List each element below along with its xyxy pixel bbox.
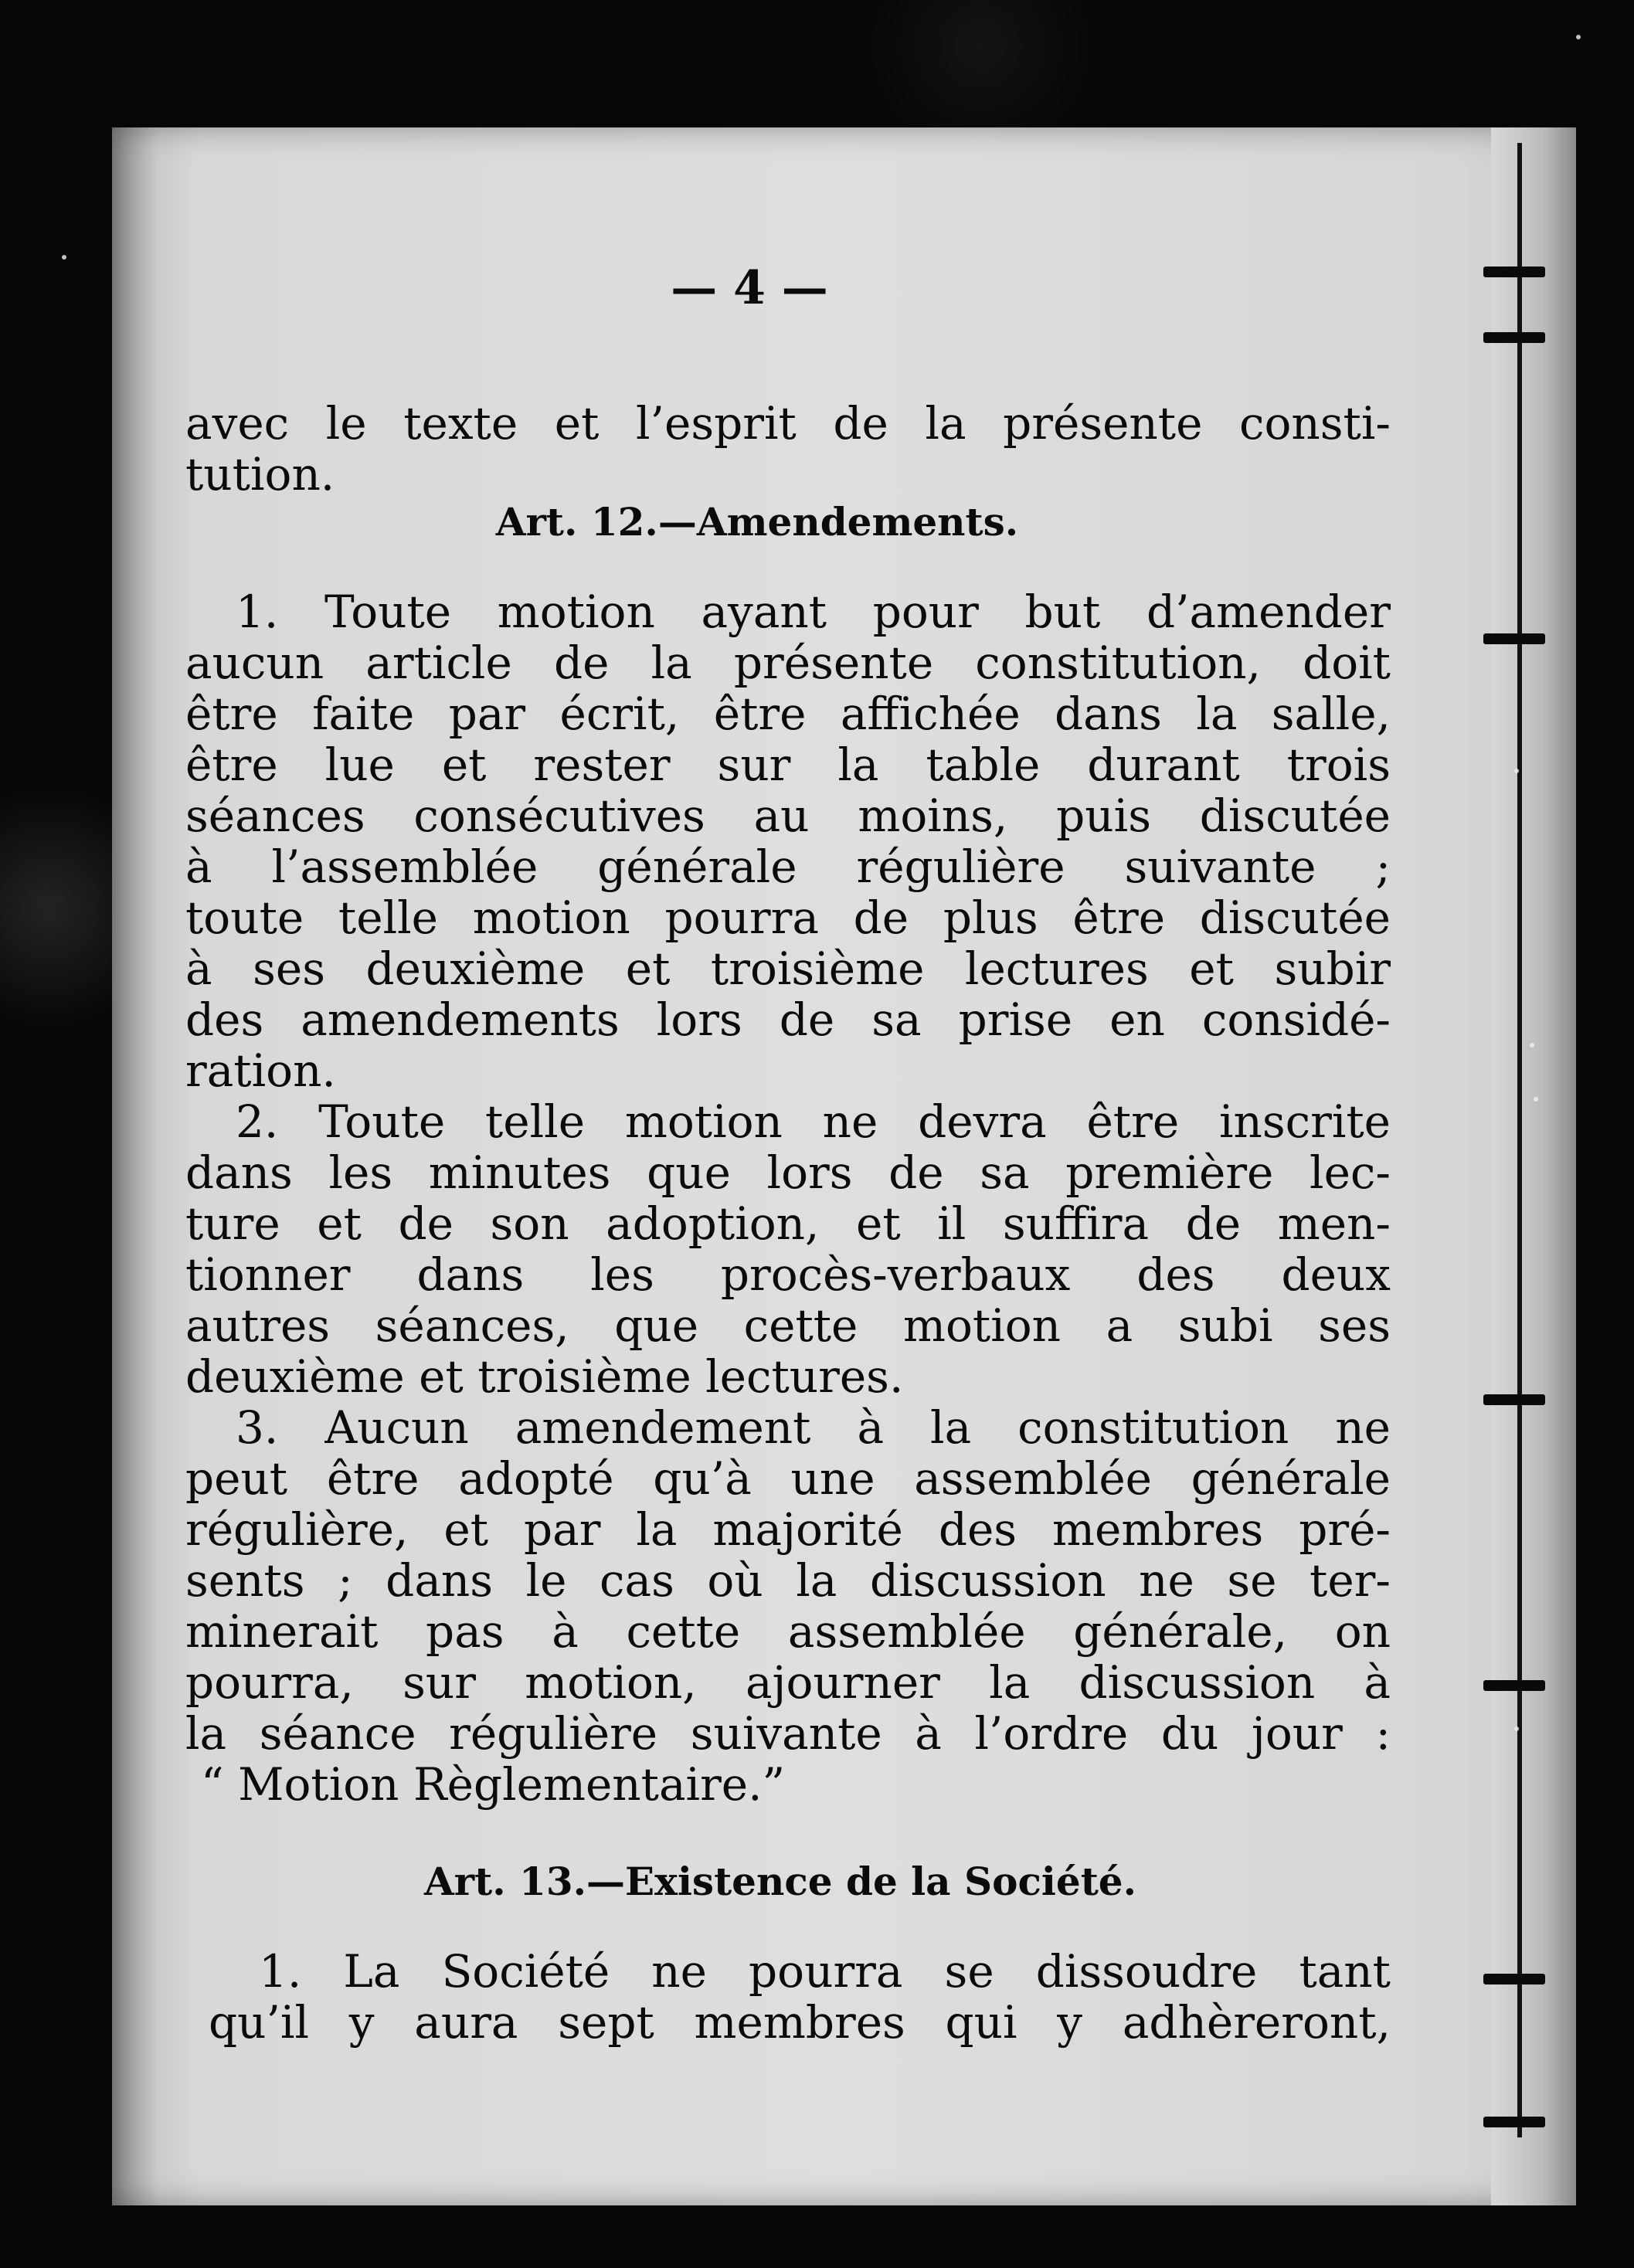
scan-speck: [1576, 35, 1581, 39]
text-line: deuxième et troisième lectures.: [185, 1350, 904, 1403]
scan-speck: [62, 255, 66, 260]
text-line: pourra, sur motion, ajourner la discussion à: [185, 1656, 1391, 1709]
text-line: tution.: [185, 448, 335, 501]
scan-speck: [1534, 1097, 1538, 1102]
binding-stitch: [1483, 1680, 1545, 1691]
scan-speck: [1514, 1726, 1519, 1731]
binding-thread: [1517, 143, 1522, 2137]
scan-speck: [1530, 1043, 1534, 1047]
text-line: être faite par écrit, être affichée dans la salle,: [185, 688, 1391, 740]
article-12-paragraph-1: [185, 586, 1391, 1096]
text-line: ration.: [185, 1044, 336, 1097]
binding-stitch: [1483, 267, 1545, 277]
text-line: à ses deuxième et troisième lectures et subir: [185, 942, 1391, 995]
binding-stitch: [1483, 2117, 1545, 2127]
article-12-paragraph-2: [185, 1096, 1391, 1402]
intro-text: [185, 398, 1391, 500]
text-line: tionner dans les procès-verbaux des deux: [185, 1248, 1391, 1301]
article-13-heading: Art. 13.—Existence de la Société.: [423, 1859, 1137, 1904]
text-line: aucun article de la présente constitution, doit: [185, 637, 1391, 689]
text-line: régulière, et par la majorité des membres pré-: [185, 1503, 1391, 1556]
text-line: ture et de son adoption, et il suffira de men-: [185, 1197, 1391, 1250]
article-13-paragraph-1: [209, 1946, 1391, 2048]
scan-speck: [1514, 769, 1519, 773]
binding-stitch: [1483, 332, 1545, 343]
text-line: minerait pas à cette assemblée générale, on: [185, 1605, 1391, 1658]
text-line: la séance régulière suivante à l’ordre du jour :: [185, 1707, 1391, 1760]
text-line: 2. Toute telle motion ne devra être inscrite: [236, 1095, 1391, 1148]
text-line: des amendements lors de sa prise en considé-: [185, 993, 1391, 1046]
text-line: à l’assemblée générale régulière suivante ;: [185, 840, 1391, 893]
binding-stitch: [1483, 1974, 1545, 1984]
page-text: [185, 261, 1391, 2049]
text-line: 1. La Société ne pourra se dissoudre tant: [259, 1945, 1391, 1998]
text-line: sents ; dans le cas où la discussion ne se ter-: [185, 1554, 1391, 1607]
text-line: séances consécutives au moins, puis discutée: [185, 789, 1391, 842]
text-line: peut être adopté qu’à une assemblée générale: [185, 1452, 1391, 1505]
text-line: qu’il y aura sept membres qui y adhèreront,: [209, 1996, 1391, 2049]
binding-stitch: [1483, 633, 1545, 644]
article-12-heading: Art. 12.—Amendements.: [495, 499, 1019, 545]
text-line: “ Motion Règlementaire.”: [201, 1758, 786, 1811]
page-binding: [1491, 127, 1576, 2205]
text-line: 1. Toute motion ayant pour but d’amender: [236, 586, 1391, 638]
page-edge-shadow: [112, 127, 158, 2205]
text-line: avec le texte et l’esprit de la présente consti-: [185, 397, 1391, 450]
text-line: être lue et rester sur la table durant trois: [185, 738, 1391, 791]
binding-stitch: [1483, 1394, 1545, 1405]
text-line: 3. Aucun amendement à la constitution ne: [236, 1401, 1391, 1454]
page-number: — 4 —: [671, 261, 828, 315]
article-12-paragraph-3: [185, 1402, 1391, 1810]
text-line: dans les minutes que lors de sa première lec-: [185, 1146, 1391, 1199]
text-line: autres séances, que cette motion a subi ses: [185, 1299, 1391, 1352]
text-line: toute telle motion pourra de plus être discutée: [185, 891, 1391, 944]
